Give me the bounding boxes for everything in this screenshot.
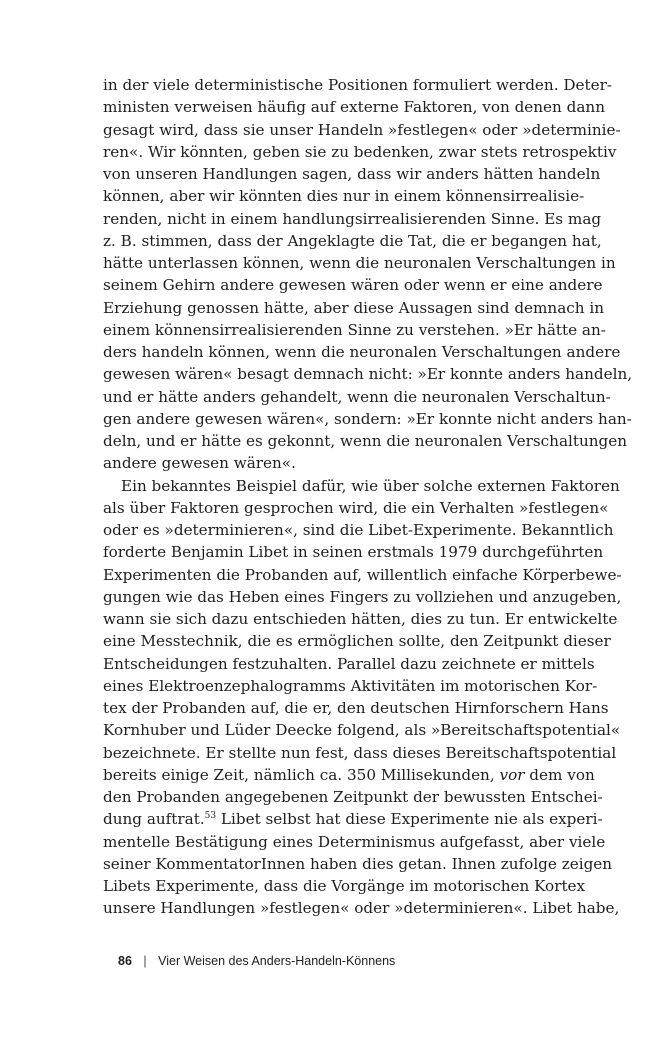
text-line: von unseren Handlungen sagen, dass wir anders hätten handeln	[103, 165, 601, 183]
text-line: unsere Handlungen »festlegen« oder »determinieren«. Libet habe,	[103, 899, 620, 918]
text-line: als über Faktoren gesprochen wird, die ein Verhalten »festlegen«	[103, 498, 609, 517]
text-line: ministen verweisen häufig auf externe Faktoren, von denen dann	[103, 98, 605, 117]
text-line: Erziehung genossen hätte, aber diese Aussagen sind demnach in	[103, 298, 605, 317]
page-footer	[118, 954, 395, 968]
text-line: und er hätte anders gehandelt, wenn die neuronalen Verschaltun-	[103, 387, 611, 406]
text-segment: dem von	[524, 765, 595, 784]
body-text	[103, 74, 633, 920]
text-segment: Libet selbst hat diese Experimente nie als experi-	[216, 810, 603, 829]
text-line: forderte Benjamin Libet in seinen erstmals 1979 durchgeführten	[103, 543, 604, 562]
text-line: können, aber wir könnten dies nur in einem könnensirrealisie-	[103, 187, 585, 206]
footer-separator: |	[143, 954, 147, 968]
text-line: gesagt wird, dass sie unser Handeln »festlegen« oder »determinie-	[103, 120, 621, 139]
text-line: renden, nicht in einem handlungsirrealisierenden Sinne. Es mag	[103, 209, 602, 228]
text-segment: dung auftrat.	[103, 810, 205, 829]
text-line: gungen wie das Heben eines Fingers zu vollziehen und anzugeben,	[103, 587, 622, 606]
text-line: seiner KommentatorInnen haben dies getan. Ihnen zufolge zeigen	[103, 854, 613, 873]
text-line: gen andere gewesen wären«, sondern: »Er konnte nicht anders han-	[103, 409, 632, 428]
text-segment: bereits einige Zeit, nämlich ca. 350 Millisekunden,	[103, 765, 495, 784]
text-line: den Probanden angegebenen Zeitpunkt der bewussten Entschei-	[103, 788, 603, 806]
text-line: wann sie sich dazu entschieden hätten, dies zu tun. Er entwickelte	[103, 610, 618, 628]
text-line: Kornhuber und Lüder Deecke folgend, als »Bereitschaftspotential«	[103, 721, 621, 740]
text-line: seinem Gehirn andere gewesen wären oder wenn er eine andere	[103, 276, 603, 295]
text-line: gewesen wären« besagt demnach nicht: »Er konnte anders handeln,	[103, 365, 633, 384]
text-line: Entscheidungen festzuhalten. Parallel dazu zeichnete er mittels	[103, 654, 595, 673]
running-title: Vier Weisen des Anders-Handeln-Könnens	[158, 954, 396, 968]
text-line: deln, und er hätte es gekonnt, wenn die neuronalen Verschaltungen	[103, 432, 628, 450]
text-line: hätte unterlassen können, wenn die neuronalen Verschaltungen in	[103, 254, 616, 272]
italic-emphasis: vor	[499, 765, 525, 784]
text-line: tex der Probanden auf, die er, den deutschen Hirnforschern Hans	[103, 699, 609, 717]
text-line: ren«. Wir könnten, geben sie zu bedenken, zwar stets retrospektiv	[103, 142, 617, 161]
footnote-reference[interactable]: 53	[204, 811, 217, 822]
paragraph-end-line: andere gewesen wären«.	[103, 454, 296, 473]
text-line	[103, 808, 603, 830]
paragraph-start-line: Ein bekanntes Beispiel dafür, wie über solche externen Faktoren	[121, 476, 620, 495]
text-line: mentelle Bestätigung eines Determinismus aufgefasst, aber viele	[103, 832, 606, 851]
text-line: z. B. stimmen, dass der Angeklagte die Tat, die er begangen hat,	[103, 231, 602, 250]
text-line: bezeichnete. Er stellte nun fest, dass dieses Bereitschaftspotential	[103, 743, 617, 762]
page-number: 86	[118, 954, 132, 968]
text-line: eines Elektroenzephalogramms Aktivitäten im motorischen Kor-	[103, 676, 598, 695]
text-line: einem könnensirrealisierenden Sinne zu verstehen. »Er hätte an-	[103, 320, 606, 339]
text-line: Experimenten die Probanden auf, willentlich einfache Körperbewe-	[103, 565, 622, 584]
text-line: in der viele deterministische Positionen formuliert werden. Deter-	[103, 76, 612, 94]
text-line	[103, 764, 595, 786]
text-line: ders handeln können, wenn die neuronalen Verschaltungen andere	[103, 343, 621, 361]
text-line: eine Messtechnik, die es ermöglichen sollte, den Zeitpunkt dieser	[103, 632, 611, 651]
text-line: oder es »determinieren«, sind die Libet-Experimente. Bekanntlich	[103, 521, 614, 539]
text-line: Libets Experimente, dass die Vorgänge im motorischen Kortex	[103, 877, 586, 895]
